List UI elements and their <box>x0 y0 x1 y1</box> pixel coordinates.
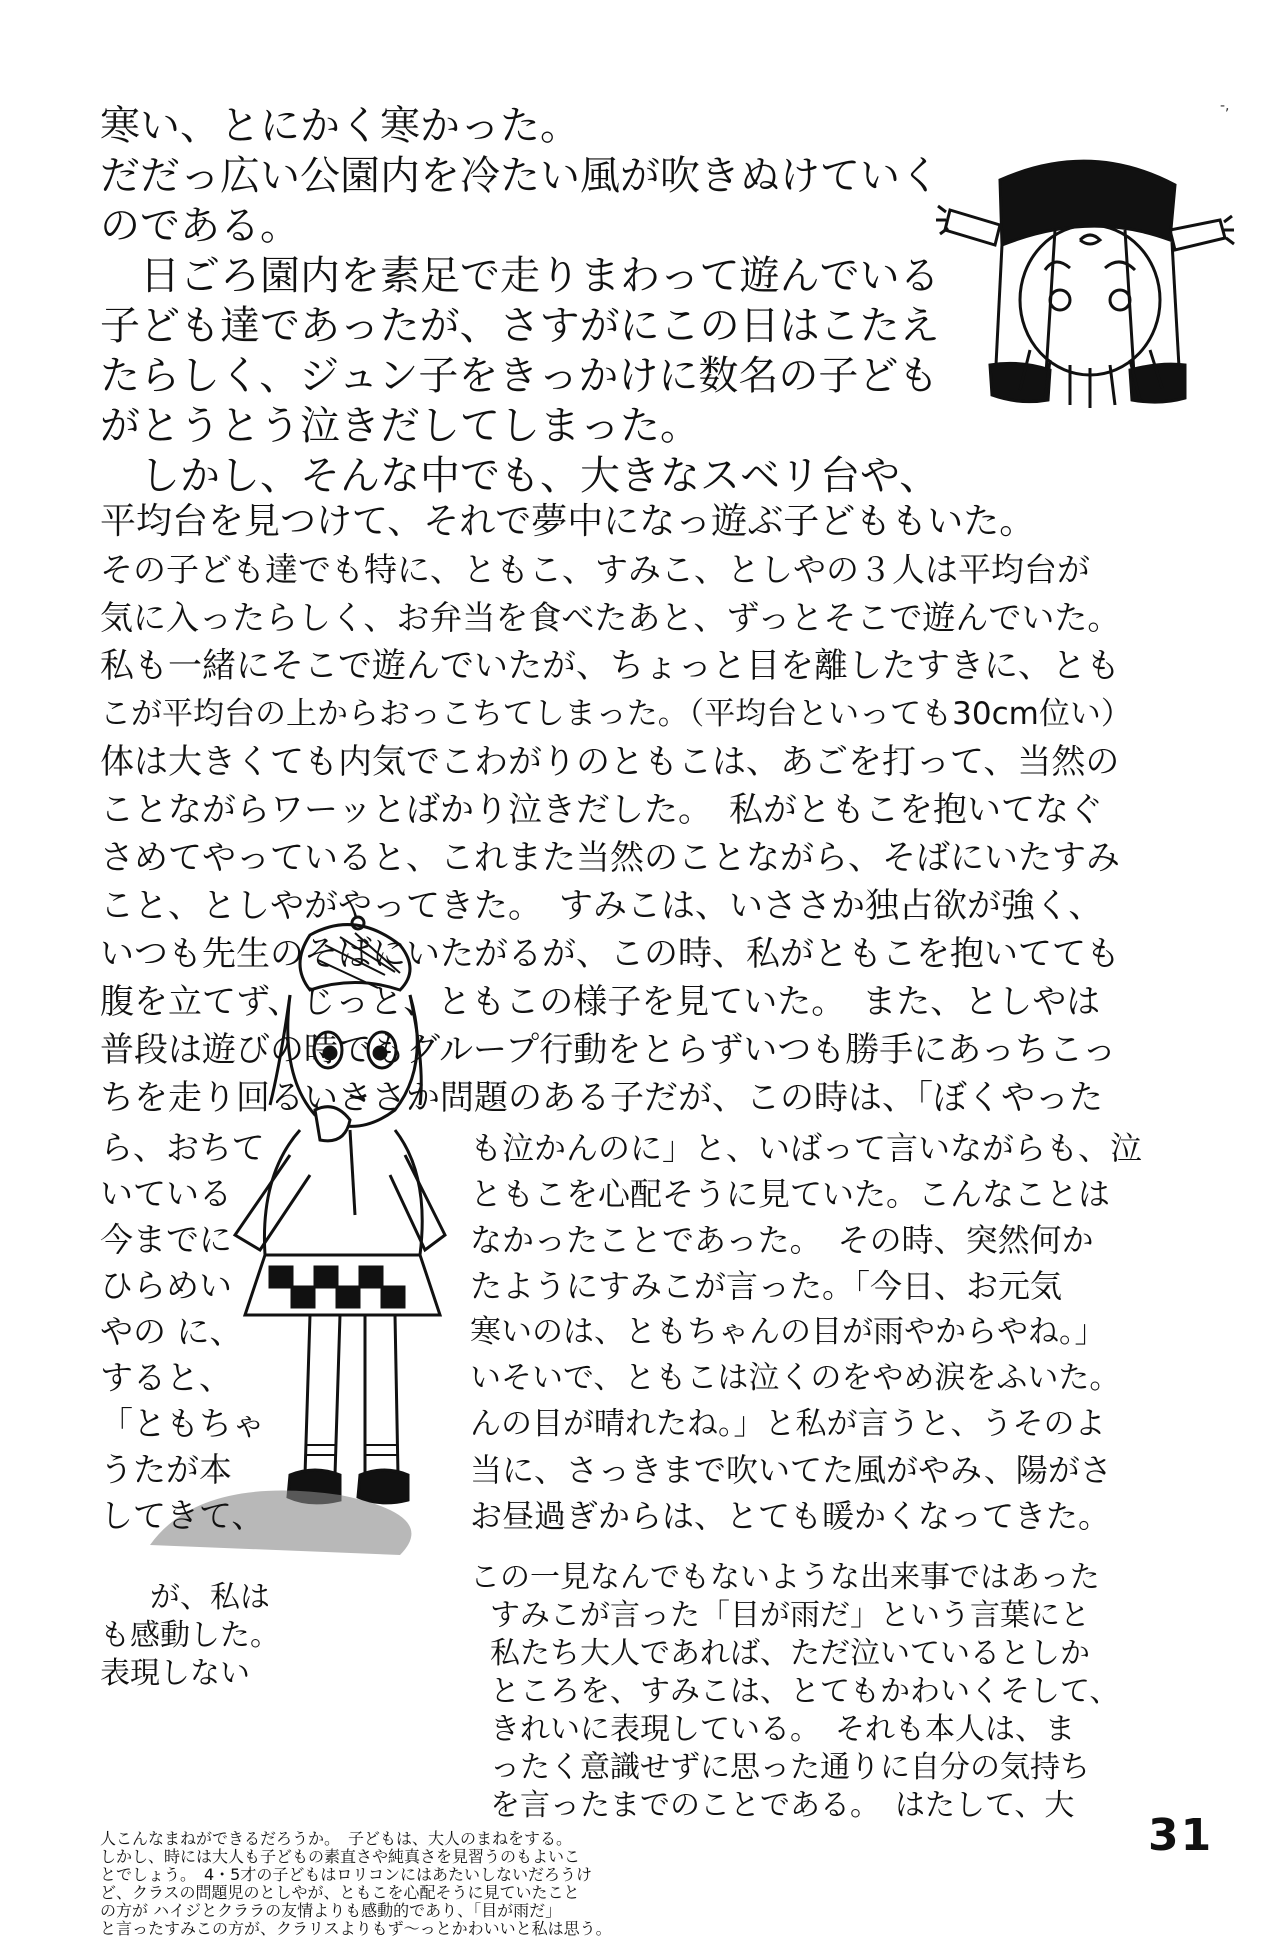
text-line: 平均台を見つけて、それで夢中になっ遊ぶ子どももいた。 <box>100 501 1036 542</box>
text-line: も泣かんのに」と、いばって言いながらも、泣 <box>470 1129 1143 1167</box>
text-line: たらしく、ジュン子をきっかけに数名の子ども <box>100 353 939 399</box>
corner-tick: -, <box>1220 98 1230 114</box>
text-line: いそいで、ともこは泣くのをやめ涙をふいた。 <box>470 1360 1121 1396</box>
text-line: 今までに <box>100 1220 232 1259</box>
text-line: すると、 <box>100 1358 232 1397</box>
text-line: ところを、すみこは、とてもかわいくそして、 <box>490 1674 1120 1709</box>
text-line: お昼過ぎからは、とても暖かくなってきた。 <box>470 1497 1111 1535</box>
text-line: がとうとう泣きだしてしまった。 <box>100 403 700 449</box>
text-line: と言ったすみこの方が、クラリスよりもず～っとかわいいと私は思う。 <box>100 1919 612 1938</box>
page-number: 31 <box>1148 1810 1214 1861</box>
text-line: ら、おちて <box>100 1128 265 1167</box>
text-line: を言ったまでのことである。 はたして、大 <box>490 1788 1075 1823</box>
text-line: してきて、 <box>100 1496 265 1535</box>
text-line: 普段は遊びの時でもグループ行動をとらずいつも勝手にあっちこっ <box>100 1030 1117 1070</box>
text-line: 日ごろ園内を素足で走りまわって遊んでいる <box>100 253 940 299</box>
text-line: こと、としやがやってきた。 すみこは、いささか独占欲が強く、 <box>100 886 1103 926</box>
text-line: しかし、そんな中でも、大きなスベリ台や、 <box>100 453 940 499</box>
text-line: この一見なんでもないような出来事ではあった <box>470 1560 1100 1595</box>
text-line: ちを走り回るいささか問題のある子だが、この時は、「ぼくやった <box>100 1078 1103 1118</box>
text-line: なかったことであった。 その時、突然何か <box>470 1221 1094 1259</box>
text-line: 子ども達であったが、さすがにこの日はこたえ <box>100 303 940 349</box>
text-line: 「ともちゃ <box>100 1404 265 1443</box>
text-line: やの に、 <box>100 1312 243 1351</box>
text-line: も感動した。 <box>100 1618 280 1653</box>
upside-down-child-illustration <box>940 150 1230 420</box>
text-line: だだっ広い公園内を冷たい風が吹きぬけていく <box>100 153 940 199</box>
text-line: ことながらワーッとばかり泣きだした。 私がともこを抱いてなぐ <box>100 790 1103 830</box>
text-line: ったく意識せずに思った通りに自分の気持ち <box>490 1750 1090 1785</box>
text-line: 腹を立てず、じっと、ともこの様子を見ていた。 また、としやは <box>100 982 1101 1022</box>
text-line: とでしょう。 4・5才の子どもはロリコンにはあたいしないだろうけ <box>100 1865 593 1884</box>
text-line: 気に入ったらしく、お弁当を食べたあと、ずっとそこで遊んでいた。 <box>100 598 1121 637</box>
text-line: 私も一緒にそこで遊んでいたが、ちょっと目を離したすきに、とも <box>100 646 1120 686</box>
text-line: その子ども達でも特に、ともこ、すみこ、としやの３人は平均台が <box>100 550 1090 589</box>
text-line: が、私は <box>150 1580 270 1615</box>
text-line: いている <box>100 1174 232 1213</box>
text-line: 表現しない <box>100 1656 250 1691</box>
text-line: きれいに表現している。 それも本人は、ま <box>490 1712 1075 1747</box>
text-line: 体は大きくても内気でこわがりのともこは、あごを打って、当然の <box>100 742 1120 782</box>
text-line: さめてやっていると、これまた当然のことながら、そばにいたすみ <box>100 838 1120 878</box>
text-line: 私たち大人であれば、ただ泣いているとしか <box>490 1636 1090 1671</box>
text-line: 人こんなまねができるだろうか。 子どもは、大人のまねをする。 <box>100 1829 573 1848</box>
text-line: すみこが言った「目が雨だ」という言葉にと <box>490 1598 1090 1633</box>
text-line: 寒い、とにかく寒かった。 <box>100 103 580 149</box>
text-line: ともこを心配そうに見ていた。こんなことは <box>470 1175 1111 1213</box>
text-line: の方が ハイジとクララの友情よりも感動的であり、「目が雨だ」 <box>100 1901 562 1920</box>
text-line: しかし、時には大人も子どもの素直さや純真さを見習うのもよいこ <box>100 1847 581 1866</box>
text-line: たようにすみこが言った。「今日、お元気 <box>470 1267 1063 1305</box>
text-line: いつも先生のそばにいたがるが、この時、私がともこを抱いてても <box>100 934 1120 974</box>
text-line: んの目が晴れたね。」と私が言うと、うそのよ <box>470 1406 1106 1442</box>
text-line: こが平均台の上からおっこちてしまった。（平均台といっても30cm位い） <box>100 696 1132 732</box>
text-line: 当に、さっきまで吹いてた風がやみ、陽がさ <box>470 1451 1112 1489</box>
text-line: 寒いのは、ともちゃんの目が雨やからやね。」 <box>470 1314 1106 1350</box>
text-line: うたが本 <box>100 1450 232 1489</box>
text-line: ひらめい <box>100 1266 232 1305</box>
text-line: ど、クラスの問題児のとしやが、ともこを心配そうに見ていたこと <box>100 1883 580 1902</box>
text-line: のである。 <box>100 203 300 249</box>
